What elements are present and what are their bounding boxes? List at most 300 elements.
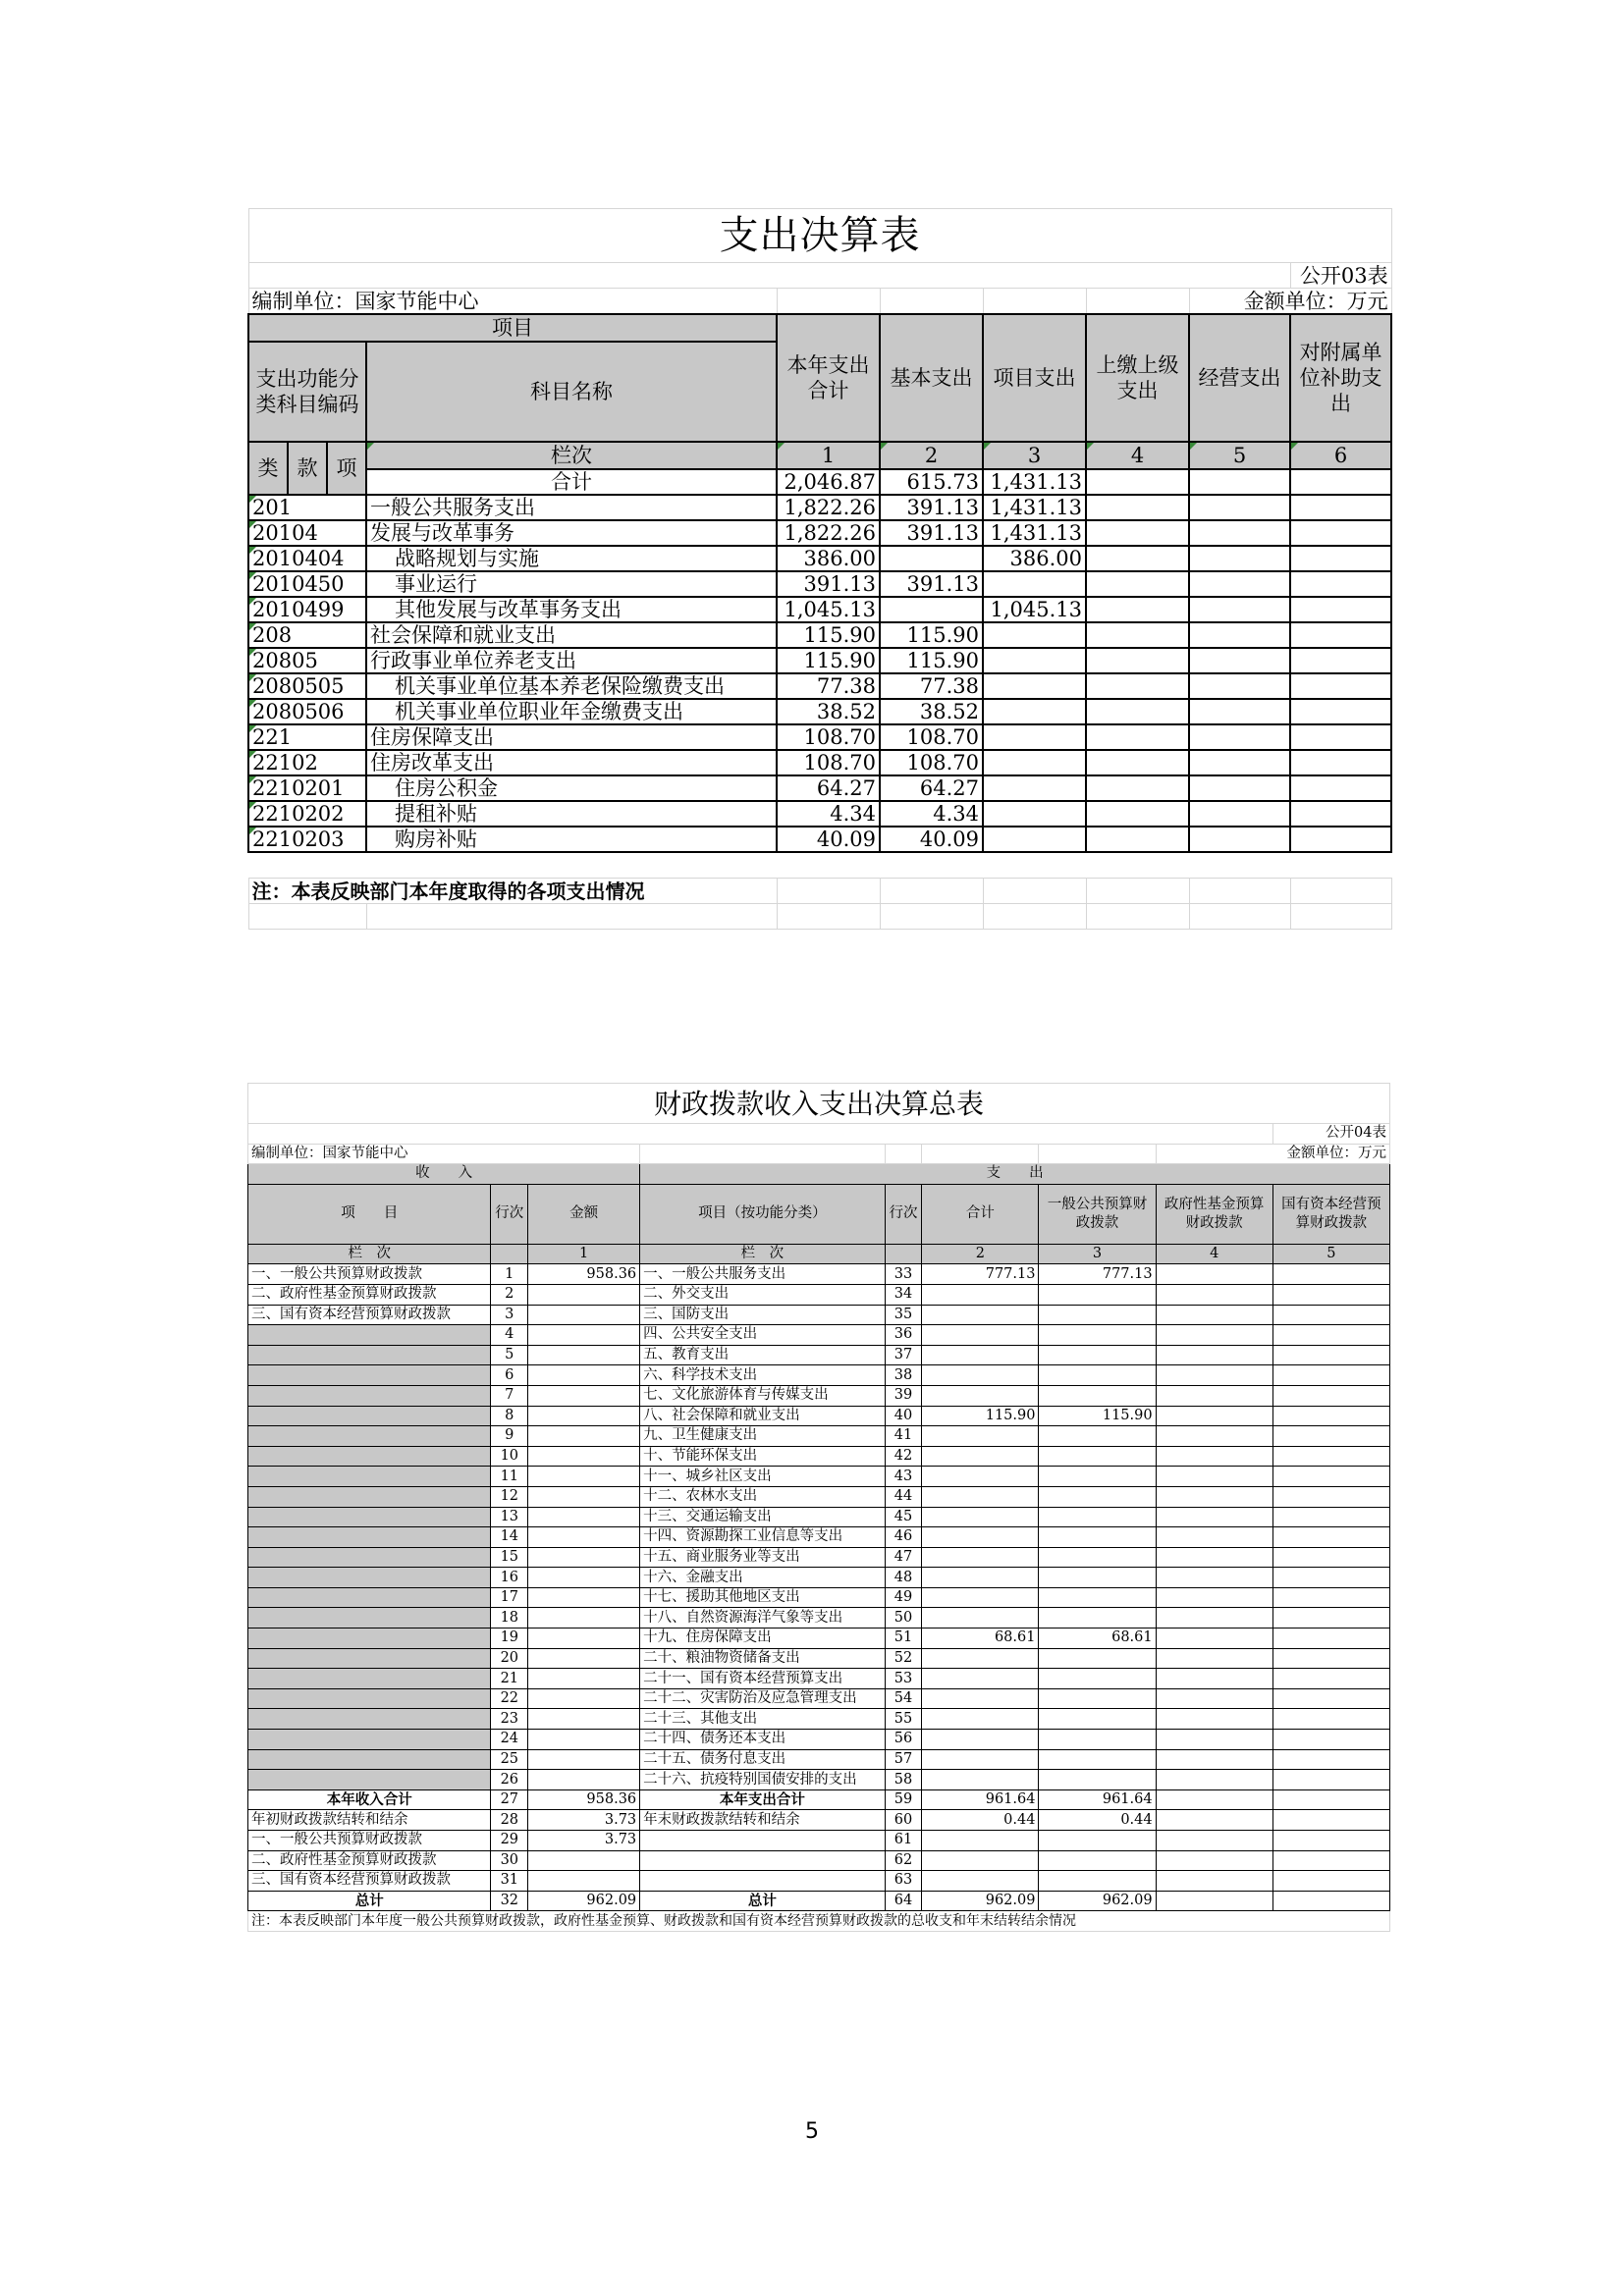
row-project bbox=[983, 648, 1086, 673]
row-subsidy bbox=[1290, 495, 1391, 520]
row-ex-line: 57 bbox=[885, 1749, 922, 1770]
table-row bbox=[248, 801, 1391, 827]
row-name: 机关事业单位职业年金缴费支出 bbox=[366, 699, 777, 724]
row-ex-line: 43 bbox=[885, 1467, 922, 1487]
row-ex-line: 55 bbox=[885, 1709, 922, 1730]
row-ex-total bbox=[922, 1709, 1039, 1730]
row-gov-fund bbox=[1156, 1406, 1272, 1426]
table-row bbox=[248, 1730, 1390, 1750]
header-col-label: 栏 次 bbox=[248, 1244, 491, 1264]
row-ex-item: 二十四、债务还本支出 bbox=[640, 1730, 885, 1750]
row-upper bbox=[1086, 648, 1189, 673]
col-num: 1 bbox=[777, 442, 880, 469]
row-basic: 77.38 bbox=[880, 673, 983, 699]
row-gov-fund bbox=[1156, 1426, 1272, 1447]
row-ex-total bbox=[922, 1850, 1039, 1871]
row-gov-fund bbox=[1156, 1850, 1272, 1871]
row-code: 201 bbox=[248, 495, 366, 520]
row-ex-total bbox=[922, 1587, 1039, 1608]
row-in-item bbox=[248, 1587, 491, 1608]
total-row-project: 1,431.13 bbox=[983, 469, 1086, 495]
row-state-capital bbox=[1272, 1891, 1389, 1911]
table-row bbox=[248, 827, 1391, 852]
row-in-item bbox=[248, 1688, 491, 1709]
table-row bbox=[248, 1891, 1390, 1911]
row-ex-total bbox=[922, 1284, 1039, 1305]
header-code: 支出功能分类科目编码 bbox=[248, 342, 366, 442]
table-row bbox=[248, 1629, 1390, 1649]
row-ex-item: 十三、交通运输支出 bbox=[640, 1507, 885, 1527]
row-in-line: 17 bbox=[491, 1587, 528, 1608]
row-name: 提租补贴 bbox=[366, 801, 777, 827]
row-ex-line: 37 bbox=[885, 1345, 922, 1365]
table-row bbox=[248, 1527, 1390, 1548]
table-row bbox=[248, 520, 1391, 546]
row-in-item bbox=[248, 1527, 491, 1548]
row-ex-line: 40 bbox=[885, 1406, 922, 1426]
row-in-line: 3 bbox=[491, 1305, 528, 1325]
row-project: 1,431.13 bbox=[983, 495, 1086, 520]
header-in-item: 项 目 bbox=[248, 1184, 491, 1244]
row-general: 962.09 bbox=[1039, 1891, 1156, 1911]
table-row bbox=[248, 1749, 1390, 1770]
row-state-capital bbox=[1272, 1770, 1389, 1790]
row-general bbox=[1039, 1284, 1156, 1305]
row-basic: 108.70 bbox=[880, 724, 983, 750]
table-row bbox=[248, 1426, 1390, 1447]
row-ex-item: 五、教育支出 bbox=[640, 1345, 885, 1365]
row-ex-item: 四、公共安全支出 bbox=[640, 1325, 885, 1346]
row-ex-total bbox=[922, 1365, 1039, 1386]
row-in-item bbox=[248, 1669, 491, 1689]
row-general bbox=[1039, 1507, 1156, 1527]
row-project bbox=[983, 622, 1086, 648]
row-upper bbox=[1086, 520, 1189, 546]
row-name: 一般公共服务支出 bbox=[366, 495, 777, 520]
header-in-amount: 金额 bbox=[528, 1184, 640, 1244]
table2-form-no: 公开04表 bbox=[1272, 1124, 1389, 1145]
row-business bbox=[1189, 546, 1290, 571]
row-basic: 108.70 bbox=[880, 750, 983, 775]
row-total: 108.70 bbox=[777, 750, 880, 775]
row-in-amount bbox=[528, 1365, 640, 1386]
row-name: 住房保障支出 bbox=[366, 724, 777, 750]
table-row bbox=[248, 1486, 1390, 1507]
header-kuan: 款 bbox=[288, 442, 327, 495]
row-upper bbox=[1086, 750, 1189, 775]
row-ex-total bbox=[922, 1426, 1039, 1447]
row-upper bbox=[1086, 724, 1189, 750]
row-state-capital bbox=[1272, 1789, 1389, 1810]
table-row bbox=[248, 1345, 1390, 1365]
row-general bbox=[1039, 1850, 1156, 1871]
row-total: 386.00 bbox=[777, 546, 880, 571]
row-gov-fund bbox=[1156, 1669, 1272, 1689]
row-subsidy bbox=[1290, 827, 1391, 852]
row-project bbox=[983, 775, 1086, 801]
row-in-amount bbox=[528, 1730, 640, 1750]
row-upper bbox=[1086, 622, 1189, 648]
row-gov-fund bbox=[1156, 1486, 1272, 1507]
row-in-line: 15 bbox=[491, 1547, 528, 1568]
col-num: 5 bbox=[1189, 442, 1290, 469]
row-name: 事业运行 bbox=[366, 571, 777, 597]
row-general bbox=[1039, 1426, 1156, 1447]
row-code: 20805 bbox=[248, 648, 366, 673]
row-in-amount bbox=[528, 1850, 640, 1871]
header-income: 收 入 bbox=[248, 1164, 640, 1185]
row-in-line: 1 bbox=[491, 1264, 528, 1285]
col-num: 5 bbox=[1272, 1244, 1389, 1264]
total-row-basic: 615.73 bbox=[880, 469, 983, 495]
row-in-line: 7 bbox=[491, 1385, 528, 1406]
row-business bbox=[1189, 775, 1290, 801]
table-row bbox=[248, 775, 1391, 801]
row-code: 2010404 bbox=[248, 546, 366, 571]
row-upper bbox=[1086, 571, 1189, 597]
row-general bbox=[1039, 1467, 1156, 1487]
row-gov-fund bbox=[1156, 1446, 1272, 1467]
table1-note: 注：本表反映部门本年度取得的各项支出情况 bbox=[248, 879, 777, 904]
row-business bbox=[1189, 648, 1290, 673]
row-in-line: 16 bbox=[491, 1568, 528, 1588]
header-item: 项目 bbox=[248, 314, 777, 342]
row-total: 1,045.13 bbox=[777, 597, 880, 622]
header-ex-line: 行次 bbox=[885, 1184, 922, 1244]
row-in-amount bbox=[528, 1709, 640, 1730]
row-ex-line: 53 bbox=[885, 1669, 922, 1689]
row-ex-line: 61 bbox=[885, 1831, 922, 1851]
row-state-capital bbox=[1272, 1568, 1389, 1588]
row-state-capital bbox=[1272, 1527, 1389, 1548]
row-ex-item bbox=[640, 1831, 885, 1851]
row-ex-item: 八、社会保障和就业支出 bbox=[640, 1406, 885, 1426]
row-in-line: 23 bbox=[491, 1709, 528, 1730]
row-ex-total: 115.90 bbox=[922, 1406, 1039, 1426]
row-project bbox=[983, 750, 1086, 775]
header-in-line: 行次 bbox=[491, 1184, 528, 1244]
row-ex-total bbox=[922, 1688, 1039, 1709]
row-ex-total bbox=[922, 1486, 1039, 1507]
row-in-amount bbox=[528, 1608, 640, 1629]
col-num: 4 bbox=[1086, 442, 1189, 469]
row-in-amount bbox=[528, 1688, 640, 1709]
row-gov-fund bbox=[1156, 1547, 1272, 1568]
row-ex-item bbox=[640, 1850, 885, 1871]
row-upper bbox=[1086, 827, 1189, 852]
row-name: 住房改革支出 bbox=[366, 750, 777, 775]
row-ex-total bbox=[922, 1527, 1039, 1548]
row-ex-total bbox=[922, 1770, 1039, 1790]
row-in-line: 28 bbox=[491, 1810, 528, 1831]
row-in-amount bbox=[528, 1648, 640, 1669]
total-row-label: 合计 bbox=[366, 469, 777, 495]
row-total: 115.90 bbox=[777, 648, 880, 673]
row-total: 391.13 bbox=[777, 571, 880, 597]
row-code: 2080505 bbox=[248, 673, 366, 699]
row-subsidy bbox=[1290, 546, 1391, 571]
row-ex-line: 33 bbox=[885, 1264, 922, 1285]
table-row bbox=[248, 1305, 1390, 1325]
row-business bbox=[1189, 673, 1290, 699]
row-general bbox=[1039, 1709, 1156, 1730]
row-ex-item: 二、外交支出 bbox=[640, 1284, 885, 1305]
row-ex-line: 46 bbox=[885, 1527, 922, 1548]
row-business bbox=[1189, 724, 1290, 750]
row-in-amount bbox=[528, 1527, 640, 1548]
row-state-capital bbox=[1272, 1629, 1389, 1649]
row-basic: 64.27 bbox=[880, 775, 983, 801]
table2-amount-unit: 金额单位：万元 bbox=[1156, 1144, 1389, 1164]
row-gov-fund bbox=[1156, 1608, 1272, 1629]
row-total: 108.70 bbox=[777, 724, 880, 750]
row-ex-item: 十二、农林水支出 bbox=[640, 1486, 885, 1507]
row-in-line: 26 bbox=[491, 1770, 528, 1790]
row-state-capital bbox=[1272, 1264, 1389, 1285]
row-in-line: 30 bbox=[491, 1850, 528, 1871]
row-basic bbox=[880, 546, 983, 571]
row-project bbox=[983, 571, 1086, 597]
row-state-capital bbox=[1272, 1608, 1389, 1629]
row-in-line: 24 bbox=[491, 1730, 528, 1750]
row-subsidy bbox=[1290, 597, 1391, 622]
row-in-line: 8 bbox=[491, 1406, 528, 1426]
row-subsidy bbox=[1290, 673, 1391, 699]
row-gov-fund bbox=[1156, 1871, 1272, 1892]
table1-title: 支出决算表 bbox=[248, 209, 1391, 263]
row-in-item bbox=[248, 1507, 491, 1527]
row-in-item bbox=[248, 1547, 491, 1568]
col-num: 4 bbox=[1156, 1244, 1272, 1264]
row-general bbox=[1039, 1669, 1156, 1689]
table1-unit-label: 编制单位：国家节能中心 bbox=[248, 289, 777, 315]
row-in-amount bbox=[528, 1305, 640, 1325]
row-gov-fund bbox=[1156, 1264, 1272, 1285]
row-general bbox=[1039, 1749, 1156, 1770]
row-general: 961.64 bbox=[1039, 1789, 1156, 1810]
row-ex-total: 68.61 bbox=[922, 1629, 1039, 1649]
row-general bbox=[1039, 1365, 1156, 1386]
row-ex-line: 44 bbox=[885, 1486, 922, 1507]
row-ex-total: 0.44 bbox=[922, 1810, 1039, 1831]
row-state-capital bbox=[1272, 1467, 1389, 1487]
row-general bbox=[1039, 1325, 1156, 1346]
row-in-item bbox=[248, 1446, 491, 1467]
row-ex-line: 49 bbox=[885, 1587, 922, 1608]
row-ex-line: 35 bbox=[885, 1305, 922, 1325]
row-gov-fund bbox=[1156, 1810, 1272, 1831]
row-business bbox=[1189, 571, 1290, 597]
row-ex-total: 962.09 bbox=[922, 1891, 1039, 1911]
row-in-item bbox=[248, 1770, 491, 1790]
row-in-amount bbox=[528, 1547, 640, 1568]
row-gov-fund bbox=[1156, 1284, 1272, 1305]
row-in-amount bbox=[528, 1446, 640, 1467]
row-general: 0.44 bbox=[1039, 1810, 1156, 1831]
table-row bbox=[248, 1831, 1390, 1851]
row-general bbox=[1039, 1688, 1156, 1709]
row-in-line: 18 bbox=[491, 1608, 528, 1629]
row-in-item bbox=[248, 1629, 491, 1649]
table-row bbox=[248, 546, 1391, 571]
row-name: 住房公积金 bbox=[366, 775, 777, 801]
row-business bbox=[1189, 520, 1290, 546]
row-ex-item: 二十一、国有资本经营预算支出 bbox=[640, 1669, 885, 1689]
row-total: 64.27 bbox=[777, 775, 880, 801]
fiscal-appropriation-summary-table bbox=[247, 1083, 1390, 1932]
row-in-item: 本年收入合计 bbox=[248, 1789, 491, 1810]
row-in-amount: 958.36 bbox=[528, 1264, 640, 1285]
row-general bbox=[1039, 1385, 1156, 1406]
row-code: 2010450 bbox=[248, 571, 366, 597]
row-ex-total bbox=[922, 1345, 1039, 1365]
header-col-label: 栏次 bbox=[366, 442, 777, 469]
header-basic: 基本支出 bbox=[880, 314, 983, 442]
header-subsidy: 对附属单位补助支出 bbox=[1290, 314, 1391, 442]
row-ex-item: 十九、住房保障支出 bbox=[640, 1629, 885, 1649]
row-general bbox=[1039, 1831, 1156, 1851]
row-code: 2210203 bbox=[248, 827, 366, 852]
row-general bbox=[1039, 1608, 1156, 1629]
row-total: 4.34 bbox=[777, 801, 880, 827]
row-in-line: 22 bbox=[491, 1688, 528, 1709]
row-general bbox=[1039, 1587, 1156, 1608]
row-total: 40.09 bbox=[777, 827, 880, 852]
col-num: 1 bbox=[528, 1244, 640, 1264]
row-ex-total bbox=[922, 1669, 1039, 1689]
row-in-item: 三、国有资本经营预算财政拨款 bbox=[248, 1871, 491, 1892]
table-row bbox=[248, 1325, 1390, 1346]
row-state-capital bbox=[1272, 1730, 1389, 1750]
table-row bbox=[248, 1385, 1390, 1406]
col-num: 6 bbox=[1290, 442, 1391, 469]
row-in-item: 一、一般公共预算财政拨款 bbox=[248, 1831, 491, 1851]
row-code: 208 bbox=[248, 622, 366, 648]
row-ex-line: 56 bbox=[885, 1730, 922, 1750]
row-basic: 391.13 bbox=[880, 571, 983, 597]
row-ex-item: 十、节能环保支出 bbox=[640, 1446, 885, 1467]
table-row bbox=[248, 1709, 1390, 1730]
row-in-amount bbox=[528, 1871, 640, 1892]
row-general bbox=[1039, 1770, 1156, 1790]
table-row bbox=[248, 1608, 1390, 1629]
row-project: 386.00 bbox=[983, 546, 1086, 571]
row-state-capital bbox=[1272, 1507, 1389, 1527]
row-state-capital bbox=[1272, 1871, 1389, 1892]
row-ex-line: 64 bbox=[885, 1891, 922, 1911]
row-project: 1,045.13 bbox=[983, 597, 1086, 622]
row-ex-line: 38 bbox=[885, 1365, 922, 1386]
row-ex-item: 二十六、抗疫特别国债安排的支出 bbox=[640, 1770, 885, 1790]
row-in-item bbox=[248, 1345, 491, 1365]
row-code: 22102 bbox=[248, 750, 366, 775]
row-general bbox=[1039, 1568, 1156, 1588]
table-row bbox=[248, 1770, 1390, 1790]
row-ex-item: 三、国防支出 bbox=[640, 1305, 885, 1325]
row-gov-fund bbox=[1156, 1345, 1272, 1365]
row-ex-line: 41 bbox=[885, 1426, 922, 1447]
table-row bbox=[248, 1507, 1390, 1527]
row-ex-item: 十五、商业服务业等支出 bbox=[640, 1547, 885, 1568]
row-in-item bbox=[248, 1486, 491, 1507]
row-ex-total bbox=[922, 1749, 1039, 1770]
row-in-amount bbox=[528, 1467, 640, 1487]
row-code: 2080506 bbox=[248, 699, 366, 724]
row-in-item bbox=[248, 1426, 491, 1447]
row-in-amount bbox=[528, 1385, 640, 1406]
row-project: 1,431.13 bbox=[983, 520, 1086, 546]
expenditure-final-accounts-table bbox=[247, 208, 1392, 930]
row-ex-item: 年末财政拨款结转和结余 bbox=[640, 1810, 885, 1831]
row-in-item bbox=[248, 1608, 491, 1629]
row-ex-total bbox=[922, 1608, 1039, 1629]
row-code: 20104 bbox=[248, 520, 366, 546]
row-basic: 115.90 bbox=[880, 622, 983, 648]
row-ex-line: 39 bbox=[885, 1385, 922, 1406]
row-ex-item: 二十二、灾害防治及应急管理支出 bbox=[640, 1688, 885, 1709]
row-upper bbox=[1086, 495, 1189, 520]
row-ex-total bbox=[922, 1507, 1039, 1527]
row-in-item: 三、国有资本经营预算财政拨款 bbox=[248, 1305, 491, 1325]
table-row bbox=[248, 1568, 1390, 1588]
row-gov-fund bbox=[1156, 1688, 1272, 1709]
row-ex-line: 54 bbox=[885, 1688, 922, 1709]
row-general: 68.61 bbox=[1039, 1629, 1156, 1649]
row-in-amount bbox=[528, 1669, 640, 1689]
row-project bbox=[983, 699, 1086, 724]
row-ex-total bbox=[922, 1547, 1039, 1568]
row-gov-fund bbox=[1156, 1587, 1272, 1608]
row-in-line: 10 bbox=[491, 1446, 528, 1467]
row-general: 115.90 bbox=[1039, 1406, 1156, 1426]
row-ex-line: 50 bbox=[885, 1608, 922, 1629]
row-in-item: 二、政府性基金预算财政拨款 bbox=[248, 1284, 491, 1305]
row-upper bbox=[1086, 597, 1189, 622]
row-in-line: 4 bbox=[491, 1325, 528, 1346]
table-row bbox=[248, 622, 1391, 648]
col-num: 2 bbox=[922, 1244, 1039, 1264]
row-code: 2210202 bbox=[248, 801, 366, 827]
row-gov-fund bbox=[1156, 1831, 1272, 1851]
row-in-amount: 3.73 bbox=[528, 1810, 640, 1831]
table-row bbox=[248, 1789, 1390, 1810]
row-in-amount: 3.73 bbox=[528, 1831, 640, 1851]
row-subsidy bbox=[1290, 520, 1391, 546]
row-in-line: 6 bbox=[491, 1365, 528, 1386]
header-col-label-2: 栏 次 bbox=[640, 1244, 885, 1264]
row-state-capital bbox=[1272, 1587, 1389, 1608]
header-ex-item: 项目（按功能分类） bbox=[640, 1184, 885, 1244]
row-ex-line: 42 bbox=[885, 1446, 922, 1467]
row-state-capital bbox=[1272, 1406, 1389, 1426]
row-subsidy bbox=[1290, 750, 1391, 775]
table-row bbox=[248, 1669, 1390, 1689]
row-ex-item: 总计 bbox=[640, 1891, 885, 1911]
row-ex-line: 51 bbox=[885, 1629, 922, 1649]
row-ex-item: 十四、资源勘探工业信息等支出 bbox=[640, 1527, 885, 1548]
row-subsidy bbox=[1290, 724, 1391, 750]
row-in-item bbox=[248, 1385, 491, 1406]
row-subsidy bbox=[1290, 775, 1391, 801]
header-expense: 支 出 bbox=[640, 1164, 1390, 1185]
row-ex-total: 961.64 bbox=[922, 1789, 1039, 1810]
table1-amount-unit: 金额单位：万元 bbox=[1189, 289, 1391, 315]
table-row bbox=[248, 750, 1391, 775]
row-state-capital bbox=[1272, 1325, 1389, 1346]
row-ex-line: 36 bbox=[885, 1325, 922, 1346]
row-gov-fund bbox=[1156, 1365, 1272, 1386]
row-ex-line: 58 bbox=[885, 1770, 922, 1790]
